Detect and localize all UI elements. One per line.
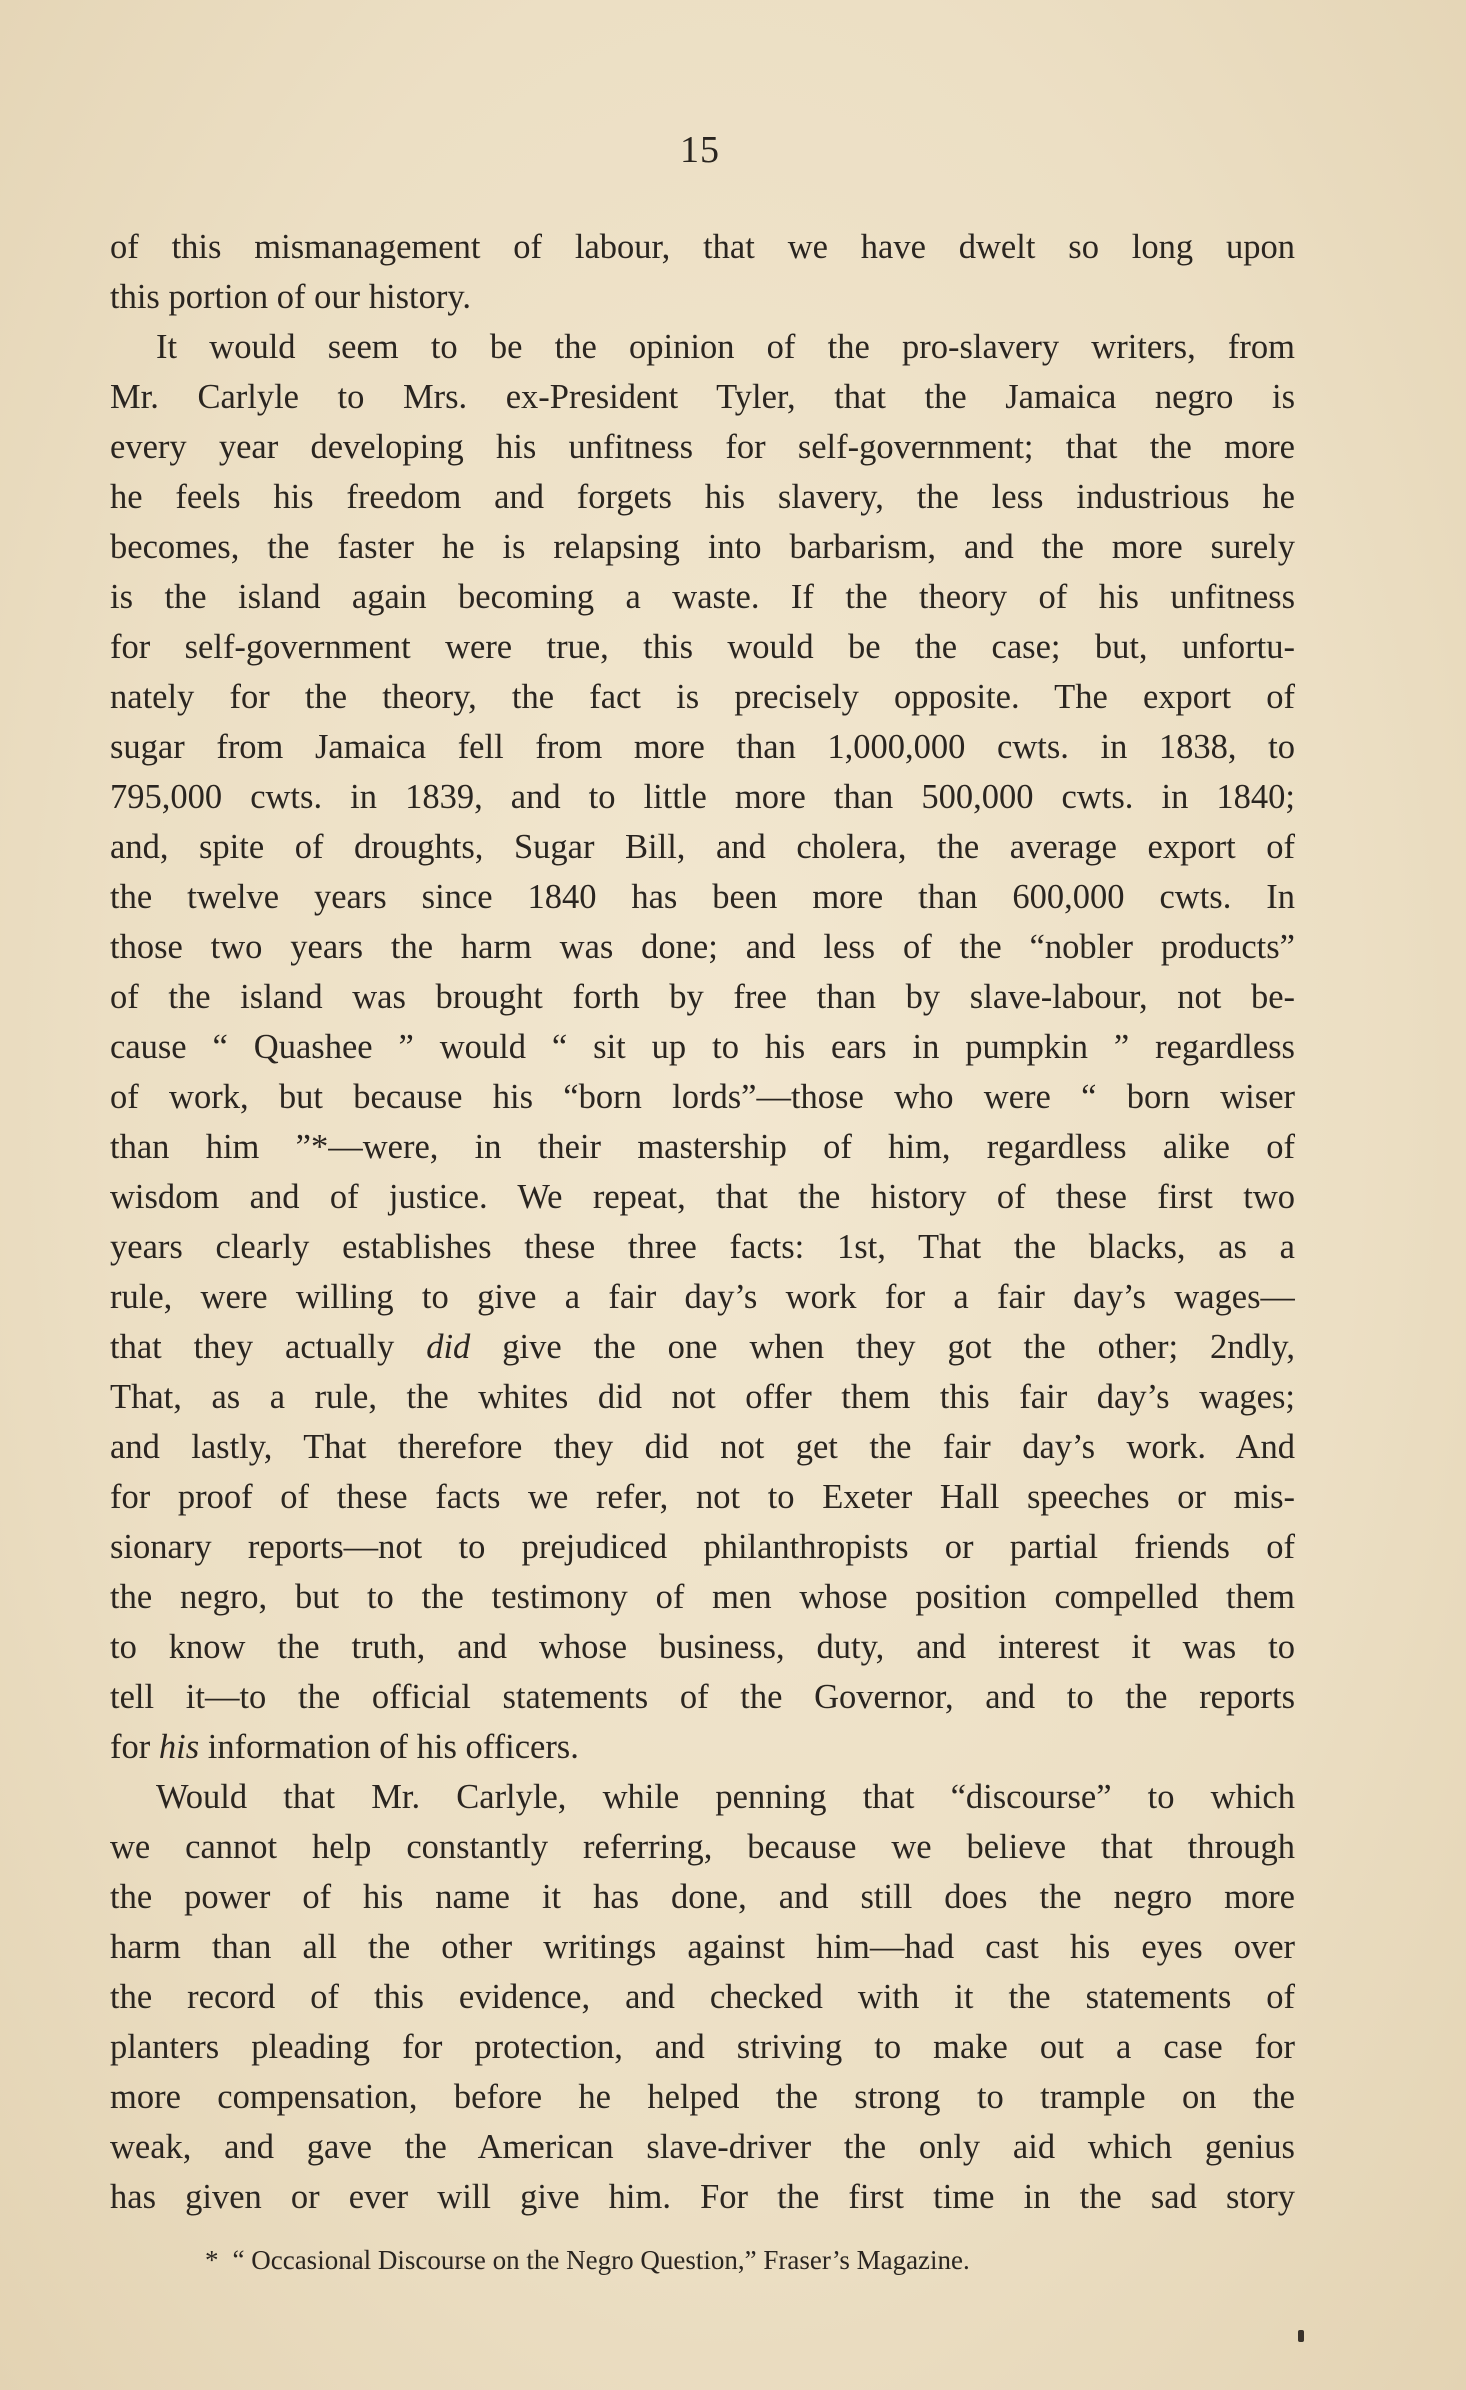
text-line: for self-government were true, this would be the case; but, unfortu- — [110, 628, 1295, 666]
text-line: and lastly, That therefore they did not get the fair day’s work. And — [110, 1428, 1295, 1466]
text-line: the record of this evidence, and checked with it the statements of — [110, 1978, 1295, 2016]
text-line: planters pleading for protection, and striving to make out a case for — [110, 2028, 1295, 2066]
footnote-text: “ Occasional Discourse on the Negro Question,” Fraser’s Magazine. — [232, 2245, 970, 2275]
text-line: sionary reports—not to prejudiced philanthropists or partial friends of — [110, 1528, 1295, 1566]
text-line: for proof of these facts we refer, not to Exeter Hall speeches or mis- — [110, 1478, 1295, 1516]
text-line: the twelve years since 1840 has been more than 600,000 cwts. In — [110, 878, 1295, 916]
text-line: harm than all the other writings against him—had cast his eyes over — [110, 1928, 1295, 1966]
text-line: It would seem to be the opinion of the pro-slavery writers, from — [156, 328, 1295, 366]
text-line: that they actually did give the one when they got the other; 2ndly, — [110, 1328, 1295, 1366]
text-line: every year developing his unfitness for self-government; that the more — [110, 428, 1295, 466]
text-line: those two years the harm was done; and less of the “nobler products” — [110, 928, 1295, 966]
text-line: this portion of our history. — [110, 278, 471, 316]
text-line: sugar from Jamaica fell from more than 1,000,000 cwts. in 1838, to — [110, 728, 1295, 766]
text-line: than him ”*—were, in their mastership of him, regardless alike of — [110, 1128, 1295, 1166]
ink-speck — [1298, 2330, 1304, 2342]
text-line: is the island again becoming a waste. If the theory of his unfitness — [110, 578, 1295, 616]
text-line: of this mismanagement of labour, that we have dwelt so long upon — [110, 228, 1295, 266]
emphasis: his — [158, 1728, 200, 1766]
text-line: for his information of his officers. — [110, 1728, 579, 1766]
text-line: Mr. Carlyle to Mrs. ex-President Tyler, that the Jamaica negro is — [110, 378, 1295, 416]
page-number: 15 — [680, 129, 720, 171]
text-line: tell it—to the official statements of the Governor, and to the reports — [110, 1678, 1295, 1716]
text-line: of work, but because his “born lords”—those who were “ born wiser — [110, 1078, 1295, 1116]
footnote-marker: * — [205, 2245, 219, 2275]
text-line: 795,000 cwts. in 1839, and to little more than 500,000 cwts. in 1840; — [110, 778, 1295, 816]
text-line: to know the truth, and whose business, duty, and interest it was to — [110, 1628, 1295, 1666]
text-line: Would that Mr. Carlyle, while penning that “discourse” to which — [156, 1778, 1295, 1816]
text-line: wisdom and of justice. We repeat, that the history of these first two — [110, 1178, 1295, 1216]
text-line: nately for the theory, the fact is precisely opposite. The export of — [110, 678, 1295, 716]
text-line: That, as a rule, the whites did not offer them this fair day’s wages; — [110, 1378, 1295, 1416]
text-line: of the island was brought forth by free than by slave-labour, not be- — [110, 978, 1295, 1016]
text-line: we cannot help constantly referring, because we believe that through — [110, 1828, 1295, 1866]
text-line: becomes, the faster he is relapsing into barbarism, and the more surely — [110, 528, 1295, 566]
text-line: and, spite of droughts, Sugar Bill, and cholera, the average export of — [110, 828, 1295, 866]
text-line: the power of his name it has done, and still does the negro more — [110, 1878, 1295, 1916]
text-line: he feels his freedom and forgets his slavery, the less industrious he — [110, 478, 1295, 516]
footnote — [205, 2240, 1305, 2280]
text-line: the negro, but to the testimony of men whose position compelled them — [110, 1578, 1295, 1616]
text-line: years clearly establishes these three facts: 1st, That the blacks, as a — [110, 1228, 1295, 1266]
emphasis: did — [426, 1328, 471, 1366]
text-line: more compensation, before he helped the strong to trample on the — [110, 2078, 1295, 2116]
text-line: cause “ Quashee ” would “ sit up to his ears in pumpkin ” regardless — [110, 1028, 1295, 1066]
text-line: has given or ever will give him. For the first time in the sad story — [110, 2178, 1295, 2216]
text-line: weak, and gave the American slave-driver the only aid which genius — [110, 2128, 1295, 2166]
body-text — [110, 222, 1295, 2222]
text-line: rule, were willing to give a fair day’s work for a fair day’s wages— — [110, 1278, 1295, 1316]
